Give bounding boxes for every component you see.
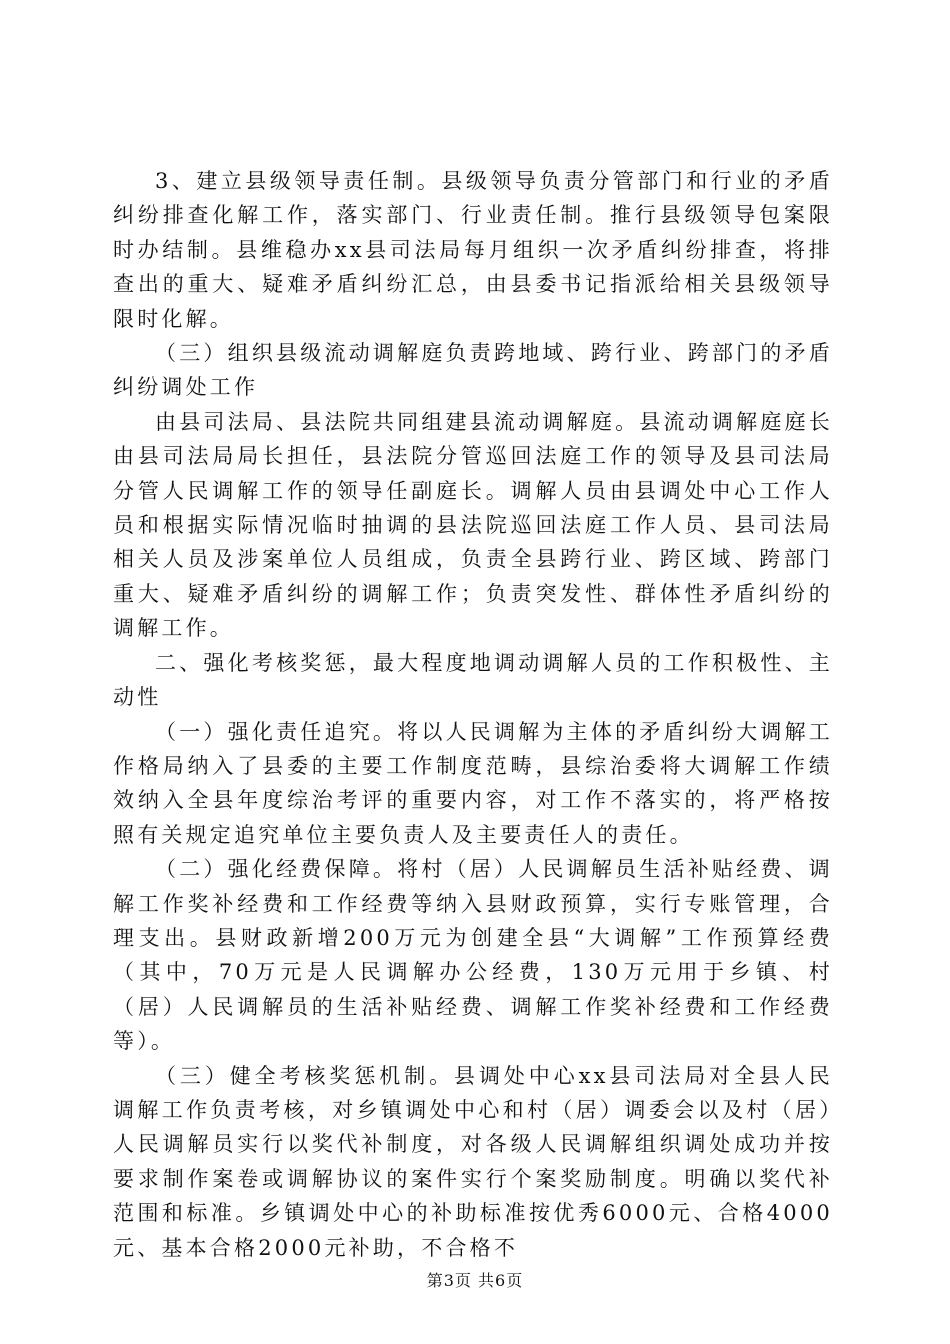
paragraph-2: （三）组织县级流动调解庭负责跨地域、跨行业、跨部门的矛盾纠纷调处工作 [113, 341, 833, 400]
paragraph-5: （一）强化责任追究。将以人民调解为主体的矛盾纠纷大调解工作格局纳入了县委的主要工作制度范畴，县综治委将大调解工作绩效纳入全县年度综治考评的重要内容，对工作不落实的，将严格按照有关规定追究单位主要负责人及主要责任人的责任。 [113, 719, 833, 847]
paragraph-4: 二、强化考核奖惩，最大程度地调动调解人员的工作积极性、主动性 [113, 650, 833, 710]
paragraph-3: 由县司法局、县法院共同组建县流动调解庭。县流动调解庭庭长由县司法局局长担任，县法院分管巡回法庭工作的领导及县司法局分管人民调解工作的领导任副庭长。调解人员由县调处中心工作人员和根据实际情况临时抽调的县法院巡回法庭工作人员、县司法局相关人员及涉案单位人员组成，负责全县跨行业、跨区域、跨部门重大、疑难矛盾纠纷的调解工作；负责突发性、群体性矛盾纠纷的调解工作。 [113, 409, 833, 641]
paragraph-1: 3、建立县级领导责任制。县级领导负责分管部门和行业的矛盾纠纷排查化解工作，落实部门、行业责任制。推行县级领导包案限时办结制。县维稳办xx县司法局每月组织一次矛盾纠纷排查，将排查出的重大、疑难矛盾纠纷汇总，由县委书记指派给相关县级领导限时化解。 [113, 169, 833, 331]
paragraph-6: （二）强化经费保障。将村（居）人民调解员生活补贴经费、调解工作奖补经费和工作经费等纳入县财政预算，实行专账管理，合理支出。县财政新增200万元为创建全县“大调解”工作预算经费（其中，70万元是人民调解办公经费，130万元用于乡镇、村（居）人民调解员的生活补贴经费、调解工作奖补经费和工作经费等）。 [113, 857, 833, 1054]
document-body [113, 164, 833, 1265]
paragraph-7: （三）健全考核奖惩机制。县调处中心xx县司法局对全县人民调解工作负责考核，对乡镇调处中心和村（居）调委会以及村（居）人民调解员实行以奖代补制度，对各级人民调解组织调处成功并按要求制作案卷或调解协议的案件实行个案奖励制度。明确以奖代补范围和标准。乡镇调处中心的补助标准按优秀6000元、合格4000元、基本合格2000元补助，不合格不 [113, 1063, 833, 1260]
page-footer: 第3页 共6页 [426, 1271, 524, 1290]
